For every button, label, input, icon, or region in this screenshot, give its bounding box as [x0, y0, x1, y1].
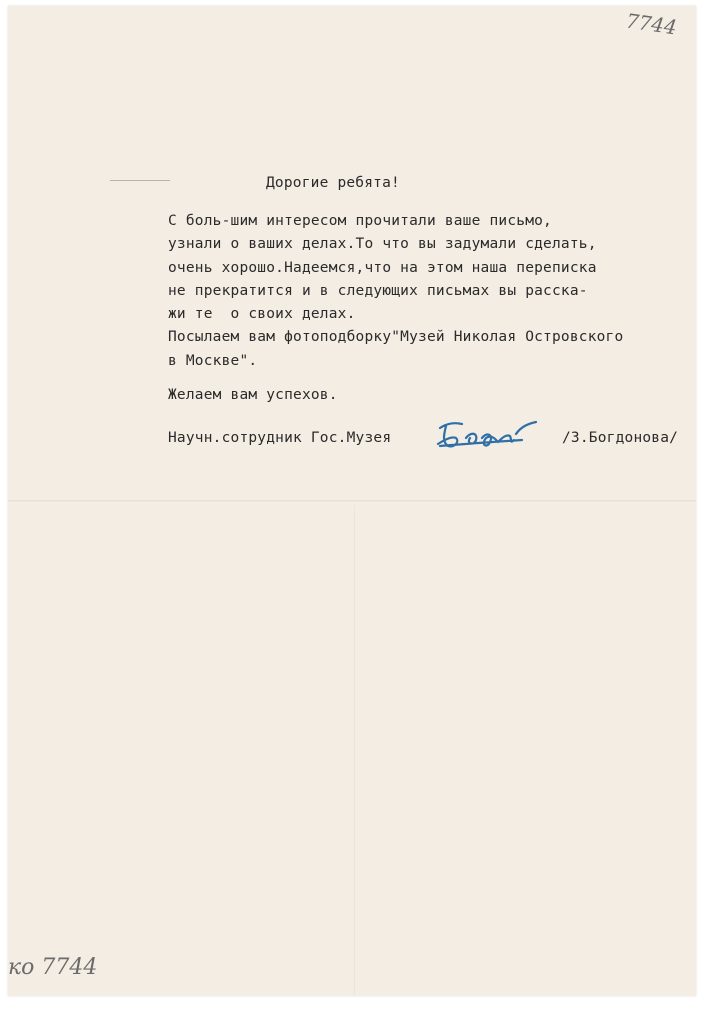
body-line: С боль-шим интересом прочитали ваше письмо, [168, 213, 552, 229]
paper-fold-vertical [354, 505, 355, 995]
body-line: очень хорошо.Надеемся,что на этом наша переписка [168, 259, 597, 276]
body-line: Посылаем вам фотоподборку"Музей Николая Островского [168, 329, 624, 346]
archive-number-bottom: ко 7744 [8, 955, 98, 980]
body-line: в Москве". [168, 352, 258, 369]
paper-fold-horizontal [8, 500, 696, 503]
handwritten-signature [432, 416, 542, 456]
body-line: жи те о своих делах. [168, 306, 356, 323]
body-line: узнали о ваших делах.То что вы задумали сделать, [168, 236, 597, 253]
margin-mark [110, 180, 170, 181]
signature-role: Научн.сотрудник Гос.Музея [168, 430, 392, 446]
archive-number-top: 7744 [624, 8, 679, 40]
letter-greeting: Дорогие ребята! [266, 175, 400, 191]
body-line: не прекратится и в следующих письмах вы расска- [168, 282, 588, 299]
signature-name: /З.Богдонова/ [562, 430, 679, 446]
letter-body [168, 210, 623, 373]
letter-closing: Желаем вам успехов. [168, 387, 338, 403]
